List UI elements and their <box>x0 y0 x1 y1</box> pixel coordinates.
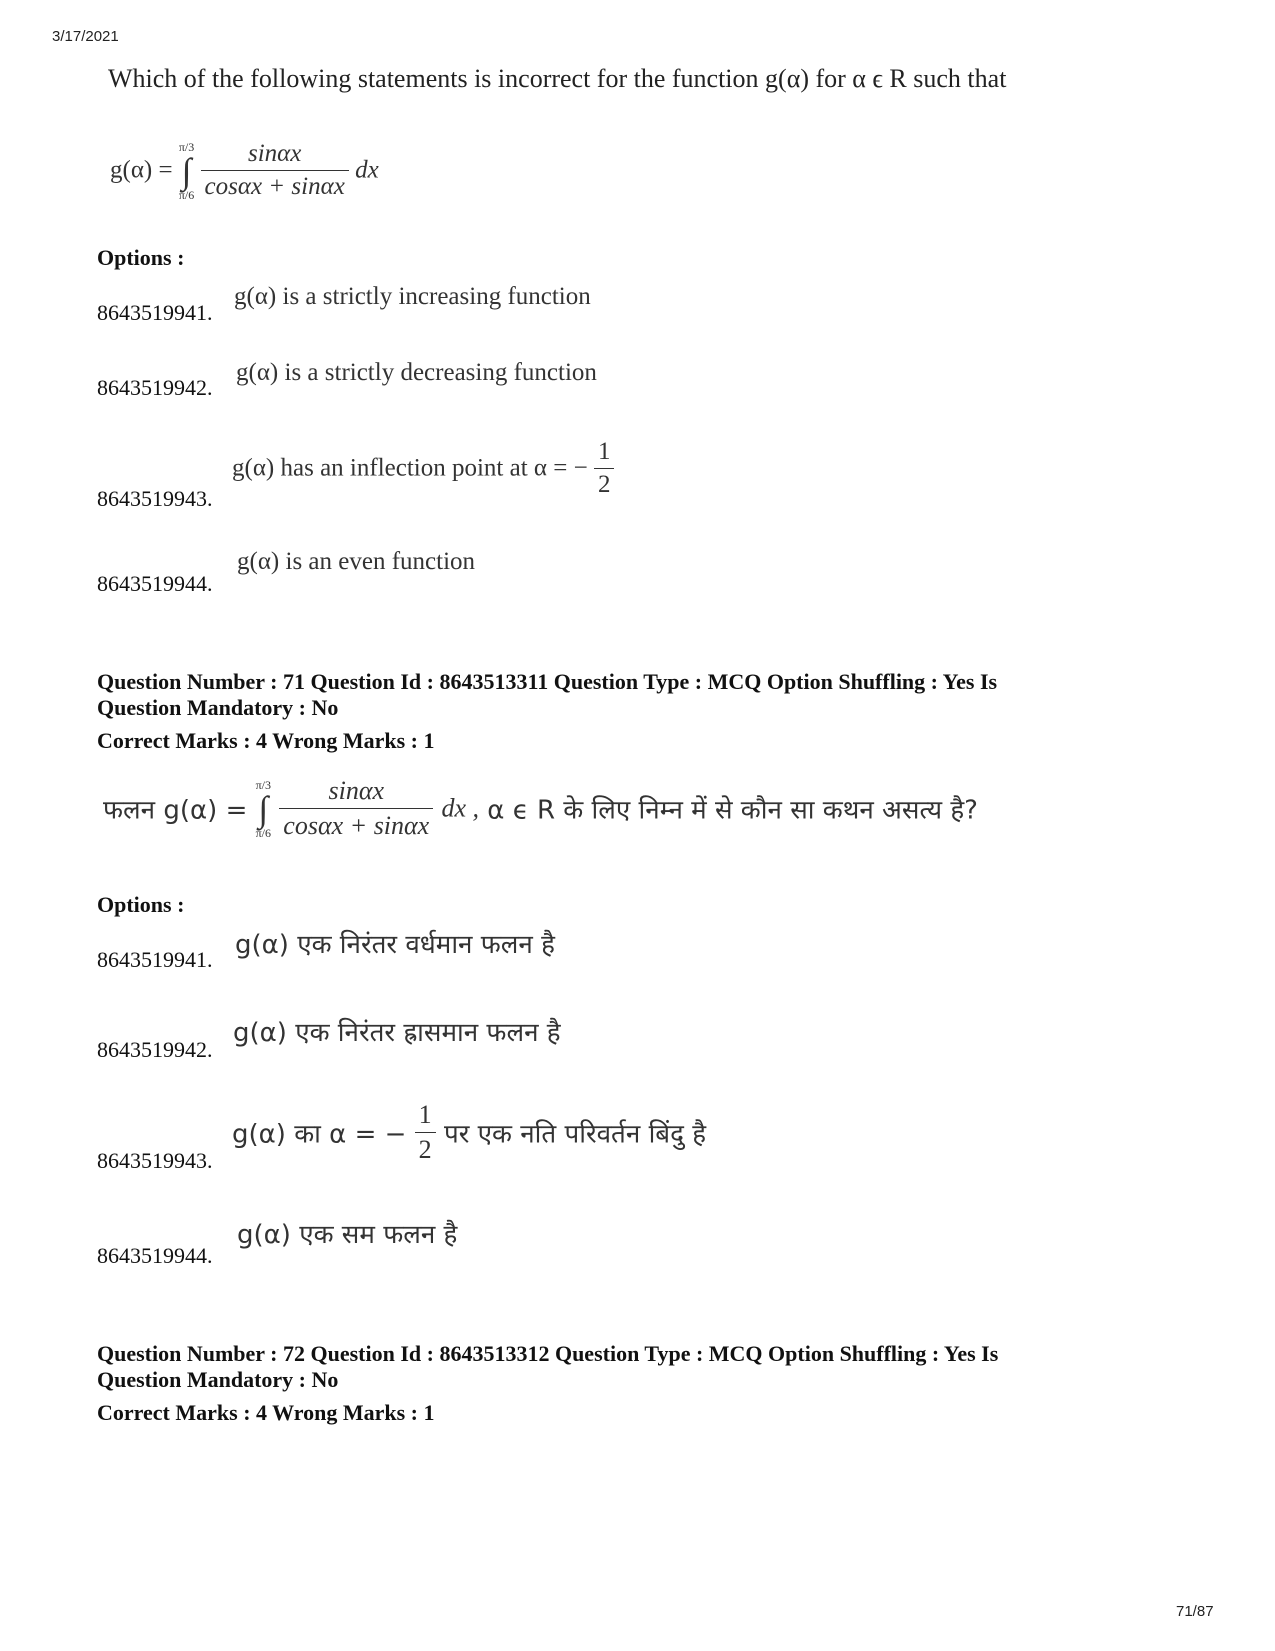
fraction-one-half: $\frac{1}{2}$ <box>594 438 615 499</box>
integrand-fraction <box>201 140 349 201</box>
option-id: 8643519944. <box>97 571 213 596</box>
page-number: 71/87 <box>1176 1603 1214 1620</box>
option-text: g(α) एक निरंतर ह्रासमान फलन है <box>233 1018 561 1048</box>
options-label: Options : <box>97 892 185 917</box>
option-id: 8643519942. <box>97 375 213 400</box>
integral-sign: π/3 ∫ π/6 <box>178 139 195 202</box>
option-id: 8643519944. <box>97 1243 213 1268</box>
integrand-denominator: cosαx + sinαx <box>283 811 430 840</box>
option-id: 8643519943. <box>97 486 213 511</box>
option-text: g(α) is an even function <box>237 548 476 575</box>
option-text: g(α) has an inflection point at α = − <box>232 454 588 482</box>
fraction-one-half: $\frac{1}{2}$ <box>415 1100 436 1165</box>
option-id: 8643519941. <box>97 300 213 325</box>
question-meta: Question Number : 72 Question Id : 8643513312 Question Type : MCQ Option Shuffling : Yes Is <box>97 1341 999 1366</box>
option-id: 8643519941. <box>97 947 213 972</box>
print-date: 3/17/2021 <box>52 28 119 45</box>
option-id: 8643519943. <box>97 1148 213 1173</box>
integrand-numerator: sinαx <box>201 140 349 171</box>
options-label: Options : <box>97 245 185 270</box>
integral-sign: π/3 ∫ π/6 <box>255 777 272 840</box>
option-text: g(α) एक निरंतर वर्धमान फलन है <box>235 930 555 960</box>
upper-limit: π/3 <box>178 139 195 154</box>
question-stem-hindi <box>103 776 978 841</box>
question-marks: Correct Marks : 4 Wrong Marks : 1 <box>97 1400 435 1425</box>
differential: dx <box>355 156 379 184</box>
stem-suffix: α ϵ R के लिए निम्न में से कौन सा कथन असत्य है? <box>487 795 978 826</box>
option-text: g(α) is a strictly decreasing function <box>236 359 597 386</box>
stem-prefix: फलन g(α) = <box>103 795 248 826</box>
option-id: 8643519942. <box>97 1037 213 1062</box>
integrand-denominator: cosαx + sinαx <box>204 173 345 200</box>
integral-lhs: g(α) = <box>110 156 173 184</box>
question-marks: Correct Marks : 4 Wrong Marks : 1 <box>97 728 435 753</box>
lower-limit: π/6 <box>255 825 272 840</box>
question-meta: Question Number : 71 Question Id : 8643513311 Question Type : MCQ Option Shuffling : Yes Is <box>97 669 998 694</box>
option-text: g(α) एक सम फलन है <box>237 1220 458 1250</box>
upper-limit: π/3 <box>255 777 272 792</box>
question-stem: Which of the following statements is incorrect for the function g(α) for α ϵ R such that <box>108 64 1007 93</box>
option-text: g(α) is a strictly increasing function <box>234 283 591 310</box>
integrand-fraction <box>279 776 433 841</box>
integrand-numerator: sinαx <box>279 776 433 809</box>
lower-limit: π/6 <box>178 187 195 202</box>
differential: dx , <box>441 793 480 823</box>
question-mandatory: Question Mandatory : No <box>97 1367 339 1392</box>
integral-expression <box>110 140 379 201</box>
option-text-inflection <box>232 438 614 499</box>
question-mandatory: Question Mandatory : No <box>97 695 339 720</box>
option-text-inflection: g(α) का α = − $\frac{1}{2}$ पर एक नति परिवर्तन बिंदु है <box>232 1100 707 1164</box>
